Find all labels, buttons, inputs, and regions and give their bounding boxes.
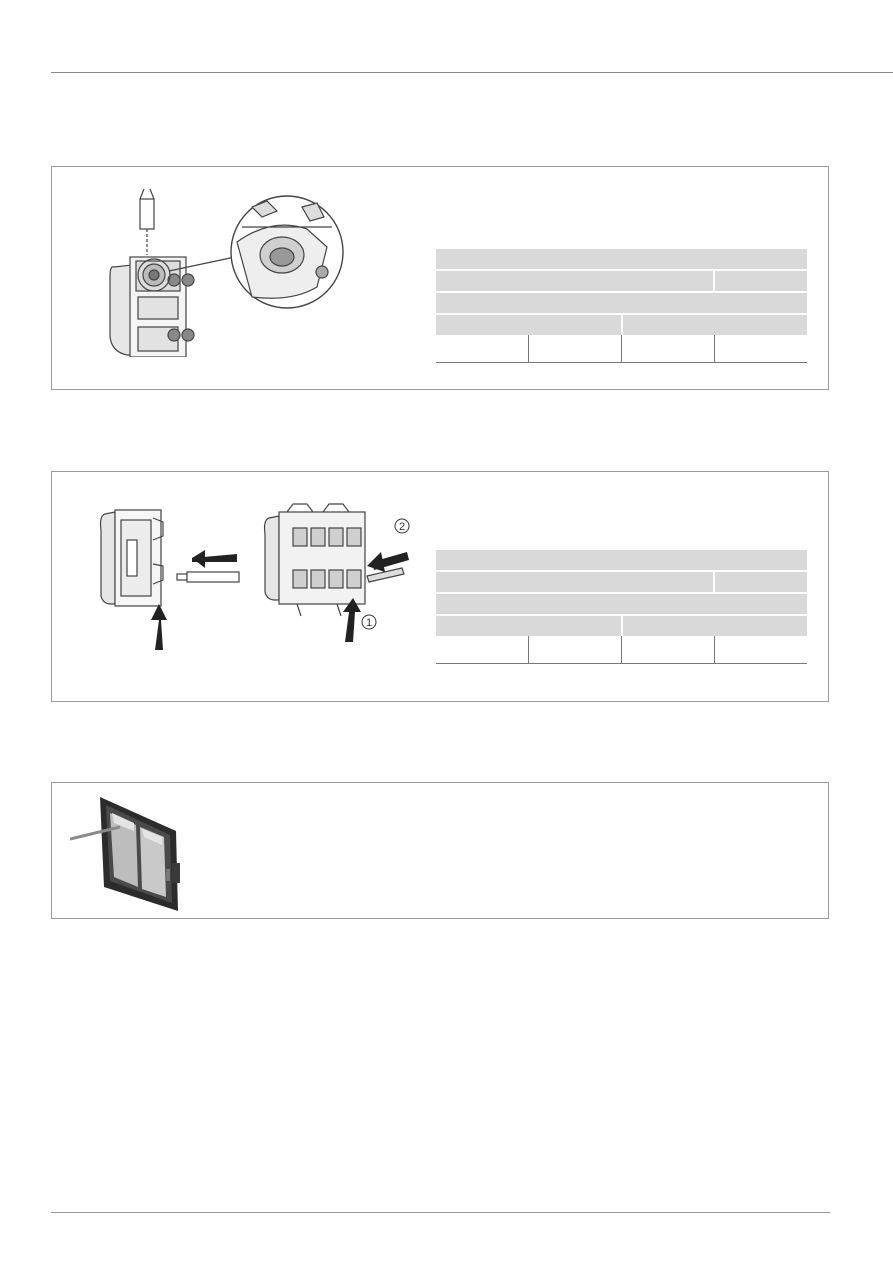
instruction-panel-tool-release [51,166,829,390]
spec-cell [436,249,807,269]
spec-table-1 [436,249,807,363]
spec-table-2 [436,550,807,664]
spec-cell [713,271,807,291]
spec-cell [436,616,621,636]
plate-removal-icon [70,791,190,913]
spec-cell [621,315,808,335]
spec-value-cell [621,335,714,363]
spec-value-cell [528,335,621,363]
footer-rule [51,1212,830,1213]
spec-cell [436,293,807,313]
spec-cell [436,572,713,592]
module-screwdriver-release-icon [102,187,352,357]
instruction-panel-wire-insertion [51,471,829,702]
spec-cell [436,271,713,291]
instruction-panel-cover-removal [51,782,829,919]
spec-value-cell [436,335,528,363]
module-wire-insert-icon [97,500,417,655]
spec-value-cell [714,636,807,664]
spec-cell [713,572,807,592]
spec-value-cell [621,636,714,664]
spec-value-cell [436,636,528,664]
header-rule [51,72,893,73]
spec-cell [621,616,808,636]
spec-value-cell [714,335,807,363]
spec-cell [436,550,807,570]
spec-value-cell [528,636,621,664]
spec-cell [436,594,807,614]
step-marker-1: 1 [365,617,373,629]
spec-cell [436,315,621,335]
step-marker-2: 2 [398,521,406,533]
